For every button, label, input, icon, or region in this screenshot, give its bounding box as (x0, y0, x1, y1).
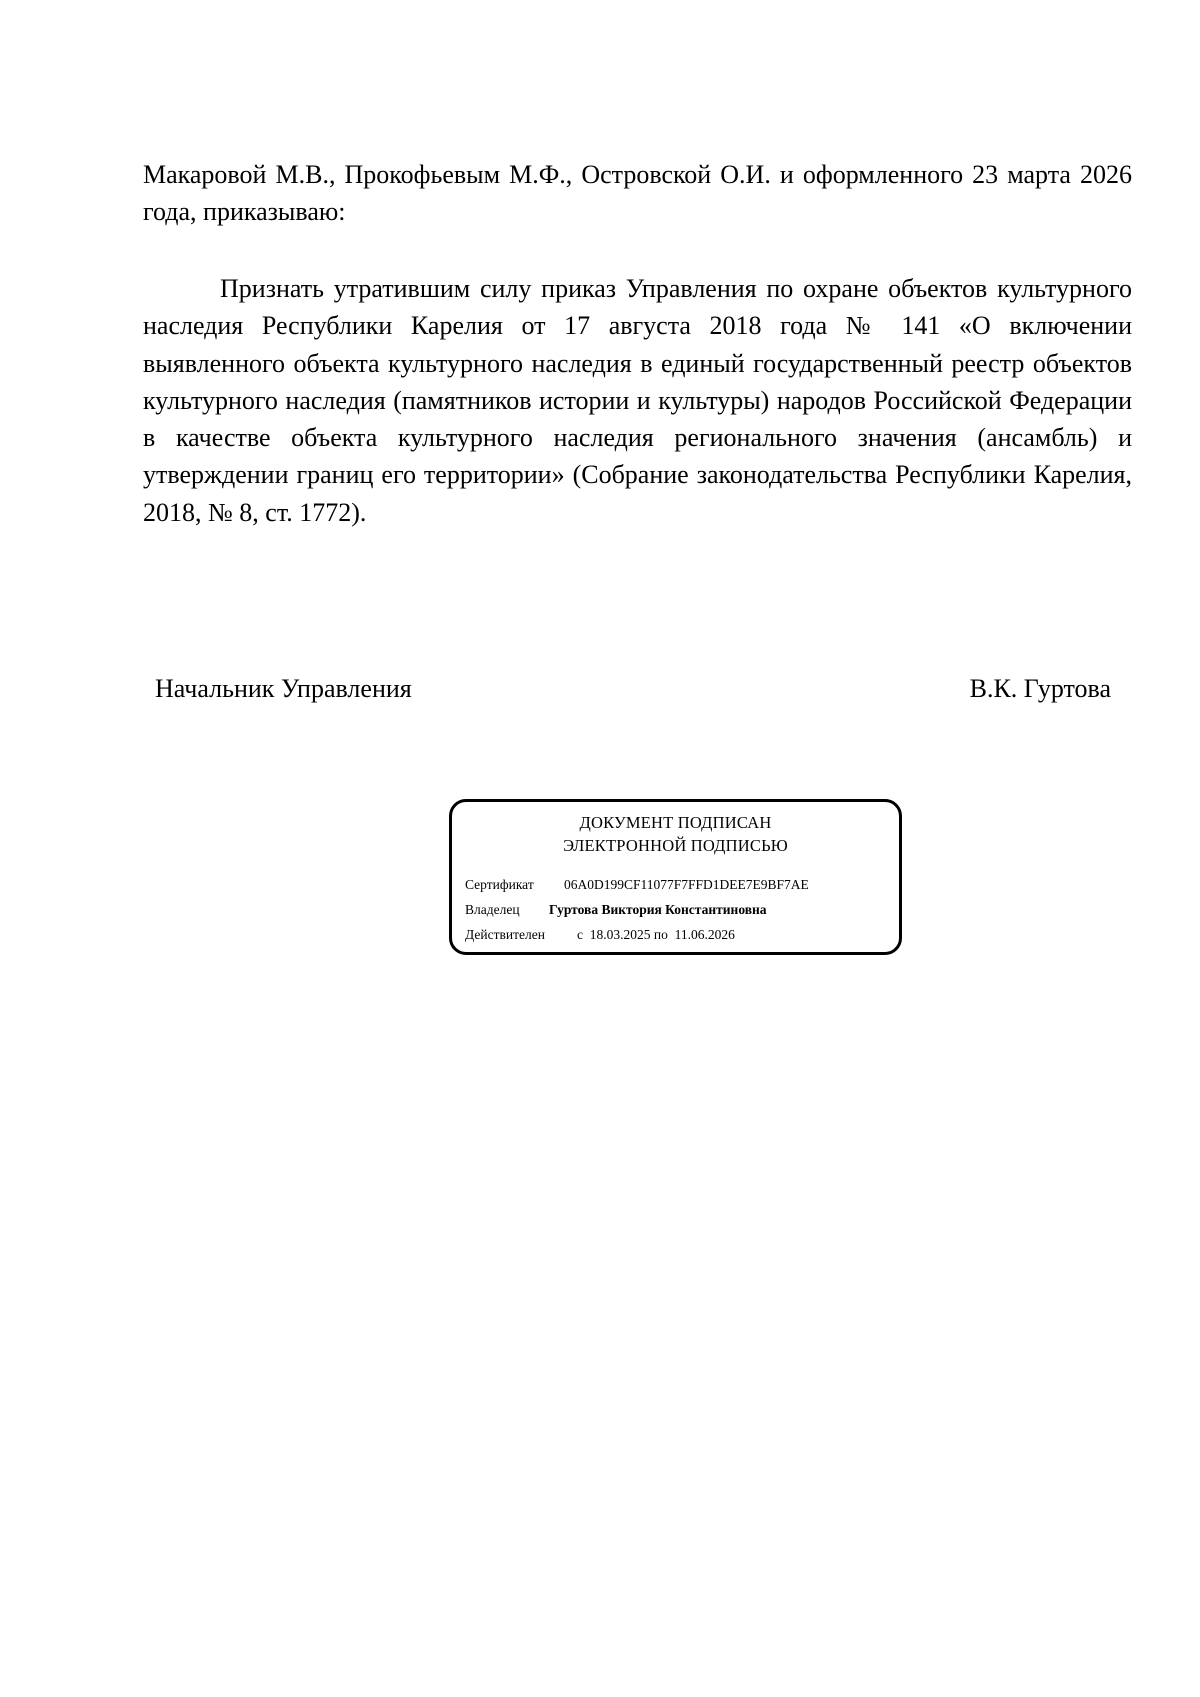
owner-value: Гуртова Виктория Константиновна (549, 902, 767, 917)
signature-block (155, 670, 1111, 707)
signatory-name: В.К. Гуртова (969, 674, 1111, 703)
signatory-position: Начальник Управления (155, 674, 412, 703)
valid-to-prefix: по (653, 927, 668, 942)
valid-from-date: 18.03.2025 (589, 927, 651, 942)
stamp-title-line-1: ДОКУМЕНТ ПОДПИСАН (579, 813, 772, 832)
owner-label: Владелец (465, 902, 520, 917)
validity-label: Действителен (465, 927, 545, 942)
stamp-owner-row (465, 901, 767, 919)
valid-from-prefix: с (577, 927, 583, 942)
stamp-certificate-row (465, 876, 809, 894)
order-text-intro: Макаровой М.В., Прокофьевым М.Ф., Островской О.И. и оформленного 23 марта 2026 года, приказываю: (143, 160, 1132, 227)
order-text-main: Признать утратившим силу приказ Управления по охране объектов культурного наследия Республики Карелия от 17 августа 2018 года № 141 «О включении выявленного объекта культурного наследия в единый государственный реестр объектов культурного наследия (памятников истории и культуры) народов Российской Федерации в качестве объекта культурного наследия регионального значения (ансамбль) и утверждении границ его территории» (Собрание законодательства Республики Карелия, 2018, № 8, ст. 1772). (143, 274, 1132, 527)
stamp-title (452, 811, 899, 857)
certificate-value: 06A0D199CF11077F7FFD1DEE7E9BF7AE (564, 877, 809, 892)
certificate-label: Сертификат (465, 877, 534, 892)
stamp-title-line-2: ЭЛЕКТРОННОЙ ПОДПИСЬЮ (563, 836, 788, 855)
electronic-signature-stamp (449, 799, 902, 955)
valid-to-date: 11.06.2026 (674, 927, 735, 942)
stamp-validity-row (465, 926, 735, 944)
